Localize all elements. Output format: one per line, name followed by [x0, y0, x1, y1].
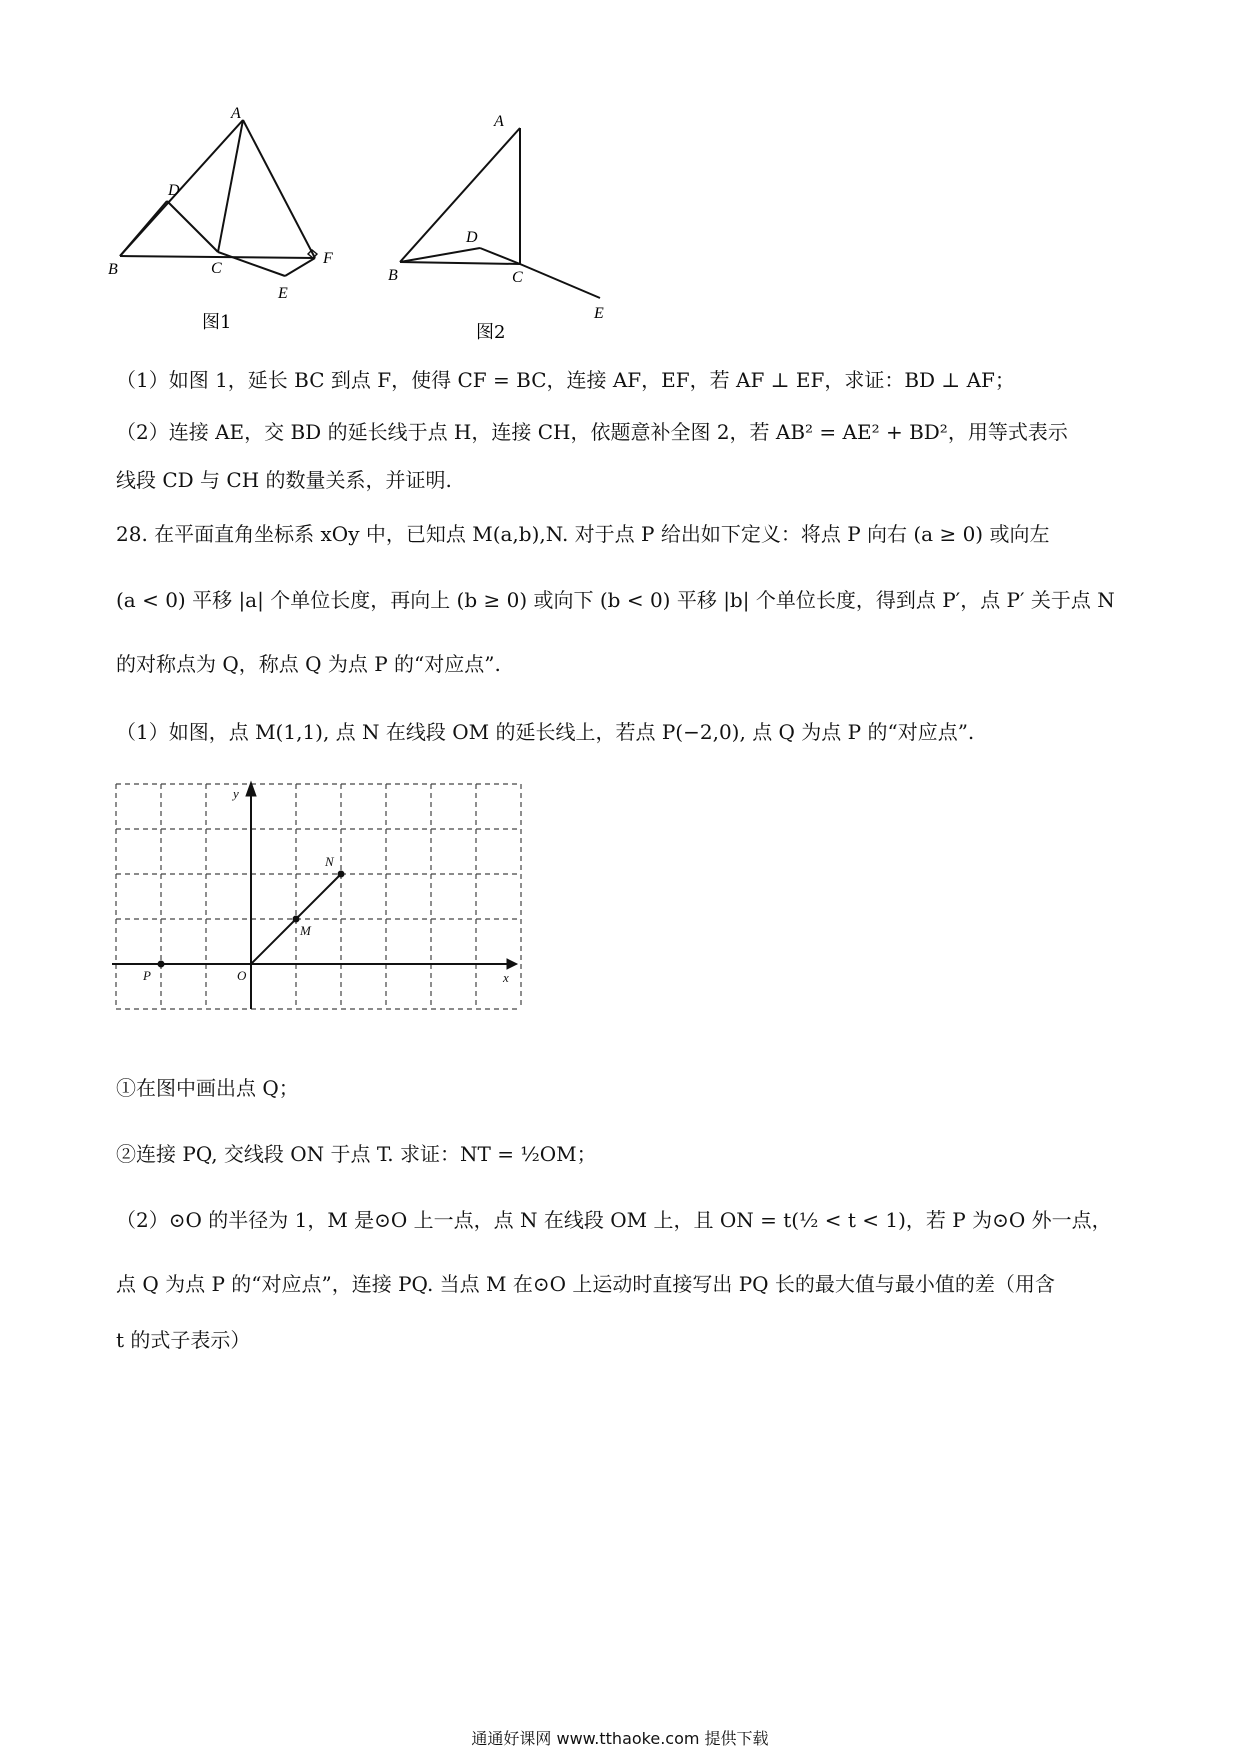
coordinate-grid: [110, 776, 580, 1036]
figure-1: [108, 105, 370, 338]
segment-bd: [120, 201, 167, 256]
x-axis-arrow: [507, 959, 517, 969]
label-y-axis: y: [233, 786, 239, 801]
problem-28-intro-line-2: (a < 0) 平移 |a| 个单位长度，再向上 (b ≥ 0) 或向下 (b < 0) 平移 |b| 个单位长度，得到点 P′，点 P′ 关于点 N: [116, 588, 1115, 612]
problem-27-part-1: （1）如图 1，延长 BC 到点 F，使得 CF = BC，连接 AF，EF，若 AF ⊥ EF，求证：BD ⊥ AF；: [116, 368, 1015, 392]
segment-ce: [218, 252, 285, 276]
segment-dc: [167, 201, 218, 252]
segment-af: [243, 120, 315, 258]
problem-28-step-1: ①在图中画出点 Q；: [116, 1076, 299, 1100]
label-c: C: [211, 260, 222, 277]
problem-27-part-2-line-1: （2）连接 AE，交 BD 的延长线于点 H，连接 CH，依题意补全图 2，若 AB² = AE² + BD²，用等式表示: [116, 420, 1068, 444]
problem-28-step-2: ②连接 PQ, 交线段 ON 于点 T. 求证：NT = ½OM；: [116, 1142, 597, 1166]
problem-28-part-2-line-2: 点 Q 为点 P 的“对应点”，连接 PQ. 当点 M 在⊙O 上运动时直接写出 PQ 长的最大值与最小值的差（用含: [116, 1272, 1055, 1296]
label-a: A: [494, 113, 504, 130]
label-b: B: [388, 267, 398, 284]
segment-dc: [480, 248, 520, 264]
figure-2-caption: 图2: [476, 322, 506, 343]
figure-2: [388, 112, 628, 342]
figure-1-caption: 图1: [202, 312, 232, 333]
point-n: [338, 871, 345, 878]
problem-28-intro-line-3: 的对称点为 Q，称点 Q 为点 P 的“对应点”.: [116, 652, 501, 676]
label-d: D: [168, 182, 180, 199]
problem-27-part-2-line-2: 线段 CD 与 CH 的数量关系，并证明.: [116, 468, 452, 492]
point-p: [158, 961, 165, 968]
label-e: E: [594, 305, 604, 322]
page-footer: 通通好课网 www.tthaoke.com 提供下载: [471, 1729, 769, 1748]
segment-bd: [400, 248, 480, 262]
label-p: P: [143, 968, 151, 983]
problem-28-part-1: （1）如图，点 M(1,1), 点 N 在线段 OM 的延长线上，若点 P(−2,0), 点 Q 为点 P 的“对应点”.: [116, 720, 975, 744]
segment-ce: [520, 264, 600, 298]
label-o: O: [237, 968, 247, 983]
problem-28-part-2-line-3: t 的式子表示）: [116, 1328, 251, 1352]
segment-ac: [218, 120, 243, 252]
label-x-axis: x: [503, 970, 509, 985]
label-a: A: [231, 105, 241, 122]
point-m: [293, 916, 300, 923]
segment-bc: [400, 262, 520, 264]
label-b: B: [108, 261, 118, 278]
label-n: N: [325, 854, 334, 869]
label-f: F: [323, 250, 333, 267]
label-c: C: [512, 269, 523, 286]
label-d: D: [466, 229, 478, 246]
segment-ef: [285, 258, 315, 276]
segment-ab: [400, 128, 520, 262]
problem-28-intro-line-1: 28. 在平面直角坐标系 xOy 中，已知点 M(a,b),N. 对于点 P 给出如下定义：将点 P 向右 (a ≥ 0) 或向左: [116, 522, 1050, 546]
problem-28-part-2-line-1: （2）⊙O 的半径为 1，M 是⊙O 上一点，点 N 在线段 OM 上，且 ON = t(½ < t < 1)，若 P 为⊙O 外一点，: [116, 1208, 1112, 1232]
label-m: M: [300, 923, 311, 938]
segment-bf: [120, 256, 315, 258]
label-e: E: [278, 285, 288, 302]
